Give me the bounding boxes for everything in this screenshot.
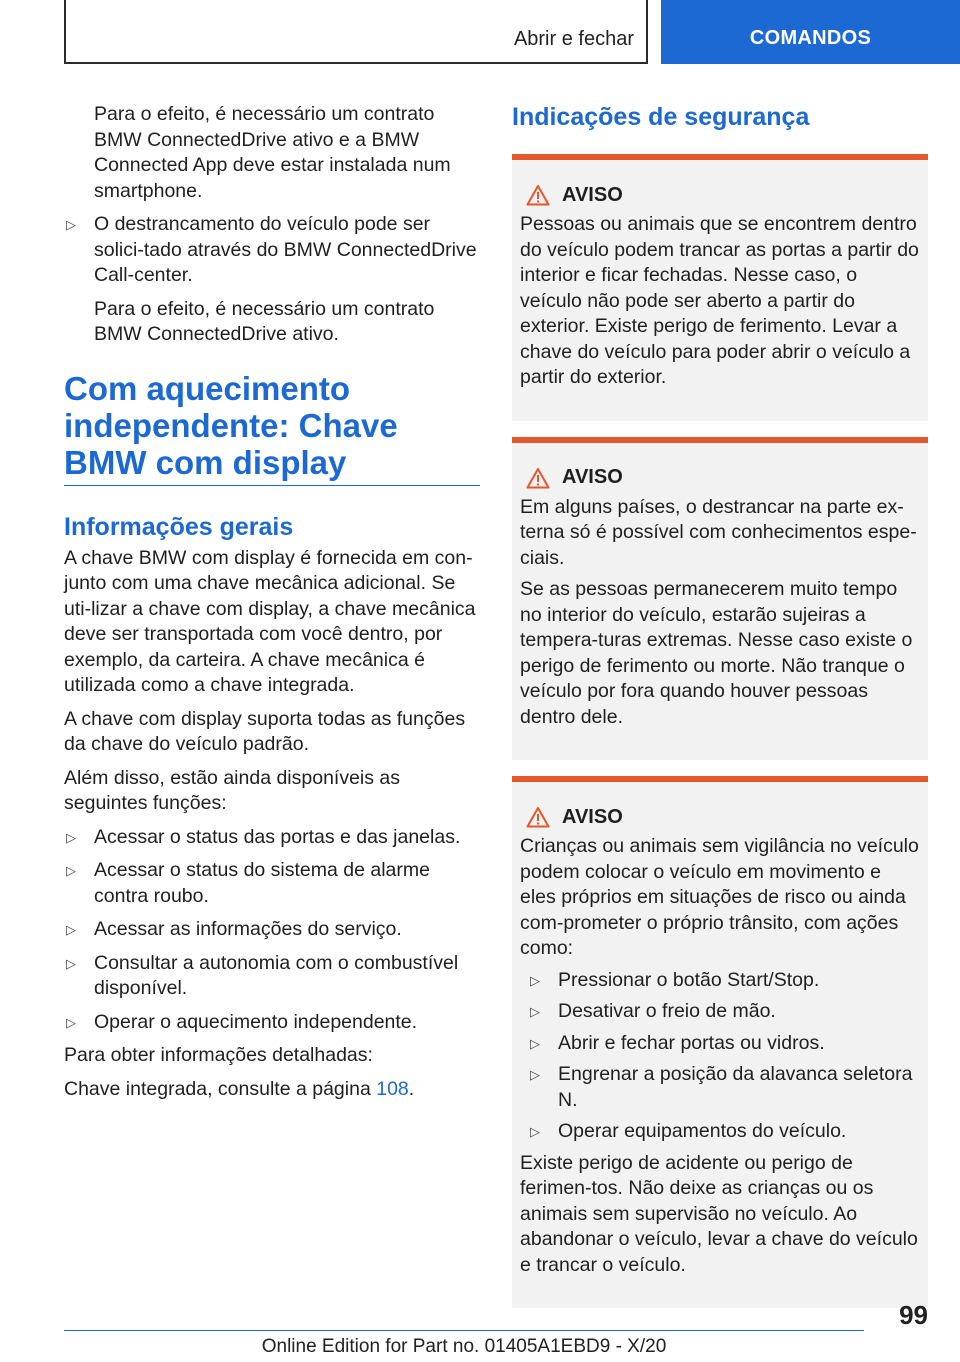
list-item <box>64 858 480 909</box>
bullet-triangle-icon: ▷ <box>530 1004 540 1019</box>
bullet-triangle-icon: ▷ <box>530 1067 540 1082</box>
header-box <box>64 0 648 64</box>
right-column <box>512 102 928 1324</box>
list-item-text: Acessar o status das portas e das janelas. <box>94 825 461 848</box>
cross-reference-end: . <box>408 1077 415 1100</box>
list-item-text: Acessar as informações do serviço. <box>94 918 402 940</box>
list-item <box>64 917 480 943</box>
list-item <box>64 1010 480 1036</box>
page-link[interactable]: 108 <box>376 1077 409 1100</box>
warning-triangle-icon <box>526 184 550 206</box>
subsection-heading: Indicações de segurança <box>512 103 810 131</box>
list-item-text: Pressionar o botão Start/Stop. <box>558 968 820 991</box>
footer-edition-text: Online Edition for Part no. 01405A1EBD9 - X/20 <box>261 1336 667 1357</box>
bullet-triangle-icon: ▷ <box>530 1124 540 1139</box>
header-chapter-tab[interactable] <box>661 0 960 64</box>
warning-box <box>512 776 928 1308</box>
body-paragraph: Além disso, estão ainda disponíveis as seguintes funções: <box>64 766 401 814</box>
list-item-text: Desativar o freio de mão. <box>558 1000 776 1022</box>
list-item <box>528 1031 920 1057</box>
bullet-triangle-icon: ▷ <box>66 829 76 845</box>
warning-box <box>512 154 928 421</box>
list-item <box>64 951 480 1002</box>
list-item-text: Acessar o status do sistema de alarme contra roubo. <box>94 859 430 907</box>
warning-paragraph: Se as pessoas permanecerem muito tempo no interior do veículo, estarão sujeiras a tempera‐turas extremas. Nesse caso existe o perigo de ferimento ou morte. Não tranque o veículo por fora quando houver pessoas dentro dele. <box>520 578 913 728</box>
intro-paragraph-2: Para o efeito, é necessário um contrato BMW ConnectedDrive ativo. <box>94 297 435 345</box>
list-item-text: Abrir e fechar portas ou vidros. <box>558 1031 825 1054</box>
list-item <box>64 212 480 289</box>
list-item <box>528 1119 920 1145</box>
body-paragraph: A chave com display suporta todas as funções da chave do veículo padrão. <box>64 707 466 755</box>
page-number: 99 <box>899 1300 928 1330</box>
warning-title-text: AVISO <box>562 183 623 206</box>
list-item-text: O destrancamento do veículo pode ser solici‐tado através do BMW ConnectedDrive Call‐center. <box>94 213 477 286</box>
section-heading: Com aquecimento independente: Chave BMW com display <box>64 370 480 486</box>
bullet-triangle-icon: ▷ <box>66 217 76 232</box>
cross-reference <box>64 1077 480 1103</box>
body-paragraph: Para obter informações detalhadas: <box>64 1044 373 1066</box>
list-item-text: Consultar a autonomia com o combustível disponível. <box>94 951 459 999</box>
warning-box <box>512 437 928 761</box>
warning-title-text: AVISO <box>562 805 623 828</box>
body-paragraph: A chave BMW com display é fornecida em con‐junto com uma chave mecânica adicional. Se uti‐lizar a chave com display, a chave mecânica deve ser transportada com você dentro, por exemplo, da carteira. A chave mecânica é utilizada como a chave integrada. <box>64 546 476 696</box>
warning-title-text: AVISO <box>562 466 623 488</box>
bullet-triangle-icon: ▷ <box>66 863 76 878</box>
list-item-text: Engrenar a posição da alavanca seletora N. <box>558 1063 913 1111</box>
warning-title <box>520 182 920 208</box>
warning-paragraph: Pessoas ou animais que se encontrem dentro do veículo podem trancar as portas a partir do interior e ficar fechadas. Nesse caso, o veículo não pode ser aberto a partir do exterior. Existe perigo de ferimento. Levar a chave do veículo para poder abrir o veículo a partir do exterior. <box>520 213 919 388</box>
bullet-triangle-icon: ▷ <box>66 955 76 971</box>
warning-paragraph: Em alguns países, o destrancar na parte ex‐terna só é possível com conhecimentos espe‐ciais. <box>520 495 917 569</box>
list-item-text: Operar o aquecimento independente. <box>94 1010 418 1033</box>
cross-reference-text: Chave integrada, consulte a página <box>64 1077 377 1100</box>
warning-triangle-icon <box>526 806 550 828</box>
intro-paragraph-1: Para o efeito, é necessário um contrato BMW ConnectedDrive ativo e a BMW Connected App deve estar instalada num smartphone. <box>94 103 451 202</box>
header-chapter-label: COMANDOS <box>749 26 872 49</box>
warning-title <box>520 465 920 491</box>
warning-title <box>520 804 920 830</box>
list-item <box>528 968 920 994</box>
subsection-heading: Informações gerais <box>64 512 294 541</box>
warning-paragraph: Existe perigo de acidente ou perigo de ferimen‐tos. Não deixe as crianças ou os animais sem supervisão no veículo. Ao abandonar o veículo, levar a chave do veículo e trancar o veículo. <box>520 1151 918 1276</box>
warning-paragraph: Crianças ou animais sem vigilância no veículo podem colocar o veículo em movimento e eles próprios em situações de risco ou ainda com‐prometer o próprio trânsito, com ações como: <box>520 835 919 959</box>
list-item <box>528 1062 920 1113</box>
bullet-triangle-icon: ▷ <box>530 972 540 988</box>
footer-divider <box>64 1330 864 1331</box>
list-item <box>64 825 480 851</box>
left-column <box>64 102 480 1110</box>
bullet-triangle-icon: ▷ <box>66 1014 76 1030</box>
bullet-triangle-icon: ▷ <box>66 922 76 937</box>
bullet-triangle-icon: ▷ <box>530 1035 540 1051</box>
header-section-title: Abrir e fechar <box>513 28 634 50</box>
list-item <box>528 999 920 1025</box>
warning-triangle-icon <box>526 467 550 489</box>
list-item-text: Operar equipamentos do veículo. <box>558 1120 847 1142</box>
